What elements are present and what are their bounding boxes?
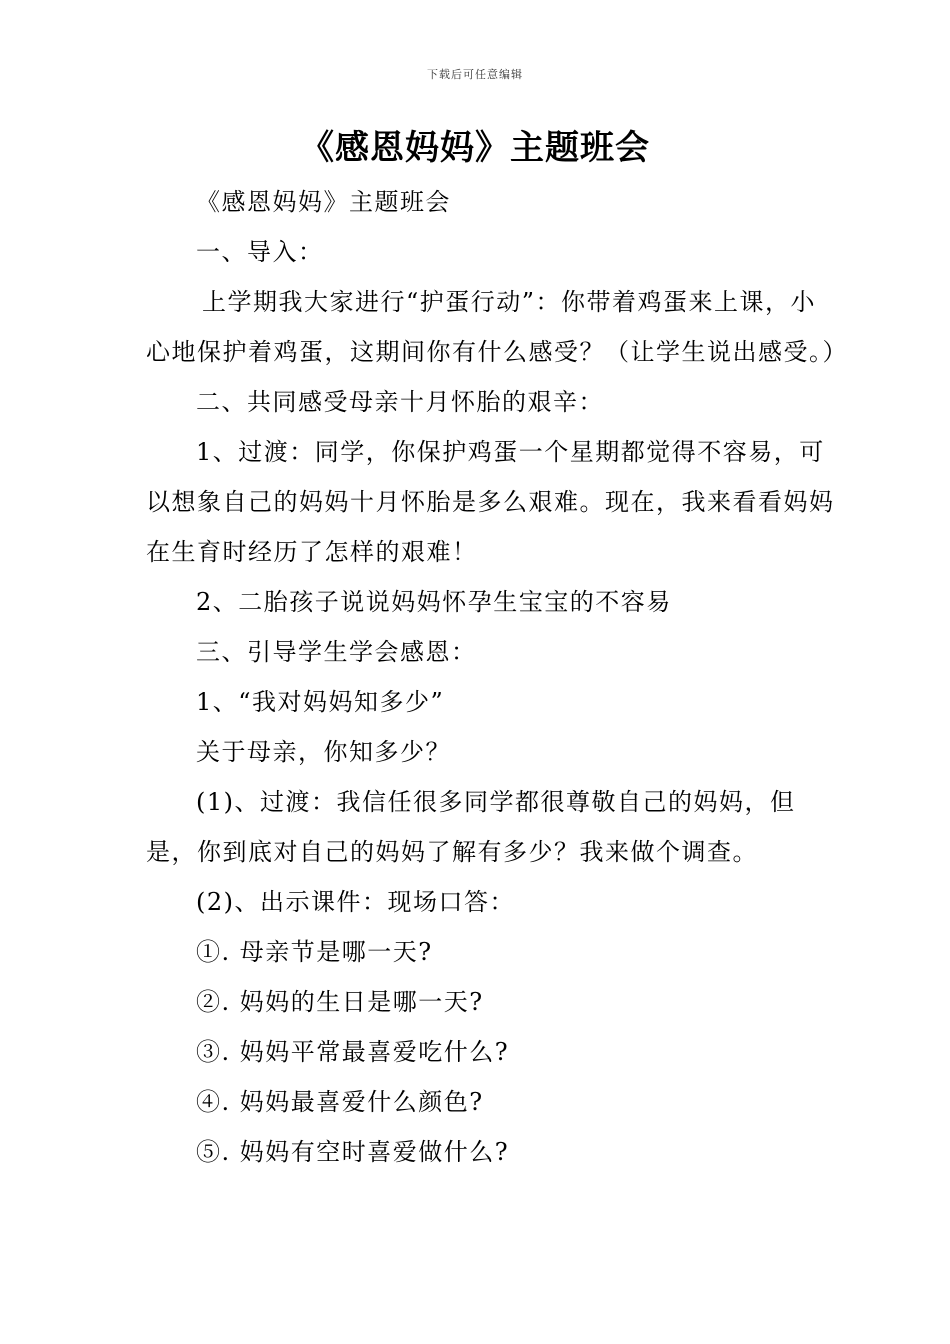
document-title: 《感恩妈妈》主题班会 <box>300 128 650 168</box>
paragraph-subtitle: 《感恩妈妈》主题班会 <box>196 188 451 216</box>
paragraph-courseware: (2)、出示课件：现场口答： <box>196 888 515 916</box>
question-item-2: ②. 妈妈的生日是哪一天? <box>196 988 484 1016</box>
question-item-4: ④. 妈妈最喜爱什么颜色? <box>196 1088 484 1116</box>
document-body <box>146 177 848 1177</box>
paragraph-about-mother: 关于母亲，你知多少？ <box>196 738 451 766</box>
section-heading-gratitude: 三、引导学生学会感恩： <box>196 638 477 666</box>
section-heading-intro: 一、导入： <box>196 238 324 266</box>
paragraph-egg-activity: 上学期我大家进行“护蛋行动”：你带着鸡蛋来上课，小心地保护着鸡蛋，这期间你有什么感受？（让学生说出感受。） <box>146 288 848 366</box>
section-heading-feel-hardship: 二、共同感受母亲十月怀胎的艰辛： <box>196 388 604 416</box>
paragraph-know-mom: 1、“我对妈妈知多少” <box>196 688 445 716</box>
question-item-3: ③. 妈妈平常最喜爱吃什么? <box>196 1038 510 1066</box>
question-item-5: ⑤. 妈妈有空时喜爱做什么? <box>196 1138 510 1166</box>
paragraph-transition-2: (1)、过渡：我信任很多同学都很尊敬自己的妈妈，但是，你到底对自己的妈妈了解有多少？我来做个调查。 <box>146 788 796 866</box>
question-item-1: ①. 母亲节是哪一天? <box>196 938 433 966</box>
header-note: 下载后可任意编辑 <box>427 68 523 81</box>
paragraph-second-child: 2、二胎孩子说说妈妈怀孕生宝宝的不容易 <box>196 588 672 616</box>
paragraph-transition-1: 1、过渡：同学，你保护鸡蛋一个星期都觉得不容易，可以想象自己的妈妈十月怀胎是多么艰难。现在，我来看看妈妈在生育时经历了怎样的艰难！ <box>146 438 835 566</box>
